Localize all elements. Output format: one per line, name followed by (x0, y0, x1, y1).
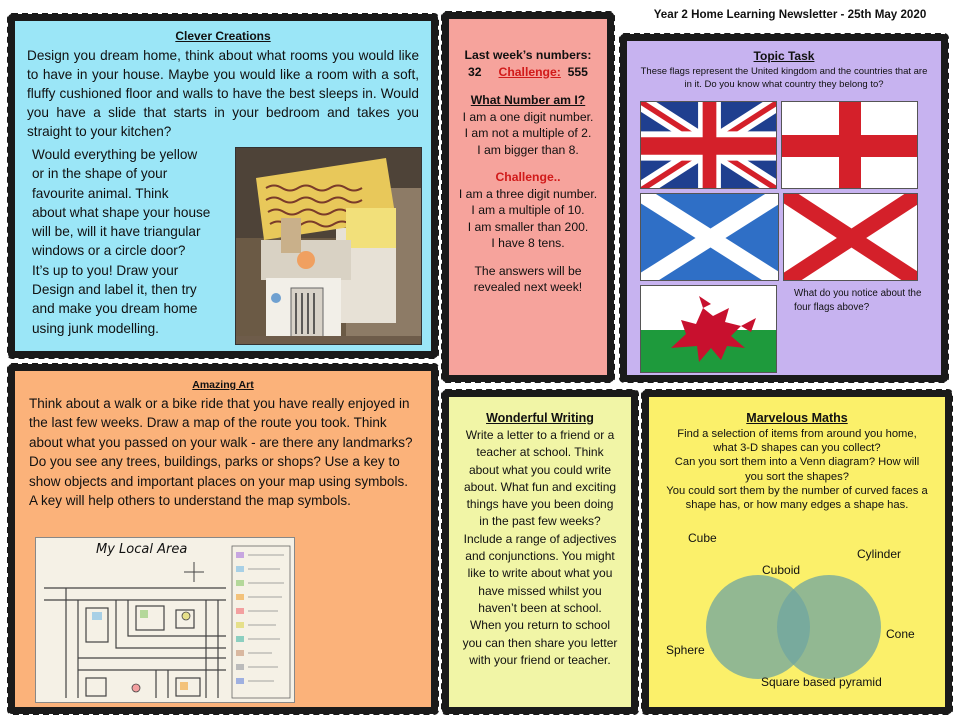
writing-line: you can then share you letter (462, 635, 618, 650)
writing-line: and conjunctions. You might (465, 549, 615, 564)
shape-label-sphere: Sphere (666, 643, 705, 657)
maths-line: shape has, or how many edges a shape has. (685, 499, 909, 512)
column-line: or in the shape of your (32, 166, 168, 182)
challenge-line: I am smaller than 200. (467, 219, 589, 234)
writing-line: When you return to school (469, 618, 611, 633)
column-line: Design and label it, then try (32, 282, 197, 298)
column-line: using junk modelling. (32, 320, 159, 336)
maths-line: Find a selection of items from around you home, (677, 428, 917, 440)
topic-task-title: Topic Task (753, 49, 815, 63)
what-number-line: I am bigger than 8. (477, 142, 579, 157)
map-title: My Local Area (96, 542, 188, 557)
what-number-line: I am not a multiple of 2. (464, 126, 592, 140)
wonderful-writing-panel (442, 390, 638, 714)
writing-line: Include a range of adjectives (463, 531, 617, 546)
challenge-line: I am a multiple of 10. (471, 203, 585, 217)
challenge-title: Challenge.. (495, 170, 561, 184)
newsletter-title: Year 2 Home Learning Newsletter - 25th May 2020 (653, 8, 927, 21)
clever-creations-column (32, 145, 232, 338)
answer-value: 32 (468, 64, 482, 79)
venn-diagram (642, 390, 952, 714)
venn-circle-right (777, 575, 881, 679)
writing-line: things have you been doing (466, 497, 614, 512)
wonderful-writing-text (455, 427, 625, 669)
shape-label-cuboid: Cuboid (762, 563, 801, 577)
shape-label-cylinder: Cylinder (857, 547, 902, 561)
challenge-label: Challenge: (498, 64, 561, 79)
clever-creations-intro: Design you dream home, think about what rooms you would like to have in your house. Maybe you would like a room with a soft, fluffy cushioned floor and walls to have the best sleeps in. Would you have a slide that starts in your bedroom and takes you straight to your kitchen? (27, 48, 419, 139)
column-line: favourite animal. Think (32, 185, 169, 201)
column-line: and make you dream home (32, 301, 198, 317)
writing-line: teacher at school. Think (476, 445, 604, 460)
maths-line: what 3-D shapes can you collect? (713, 442, 881, 455)
shape-label-cone: Cone (886, 627, 915, 641)
clever-creations-panel (8, 14, 438, 358)
union-jack-flag (640, 101, 777, 189)
what-number-title: What Number am I? (470, 93, 586, 107)
last-week-answers (455, 64, 601, 81)
column-line: Would everything be yellow (32, 147, 198, 162)
topic-task-question: What do you notice about the four flags above? (794, 288, 922, 313)
marvelous-maths-title: Marvelous Maths (746, 411, 848, 425)
writing-line: about what you could write (468, 462, 612, 477)
writing-line: about. What fun and exciting (463, 479, 617, 494)
writing-line: haven’t been at school. (478, 600, 602, 615)
marvelous-maths-panel (642, 390, 952, 714)
scotland-flag (640, 193, 779, 281)
writing-line: Write a letter to a friend or a (465, 428, 615, 442)
column-line: about what shape your house (32, 204, 211, 220)
answers-note: The answers will be (474, 263, 582, 278)
challenge-value: 555 (567, 64, 588, 79)
last-week-heading: Last week’s numbers: (464, 48, 592, 62)
shape-label-cube: Cube (688, 531, 717, 545)
challenge-line: I have 8 tens. (491, 236, 565, 250)
england-flag (781, 101, 918, 189)
shape-label-pyramid: Square based pyramid (761, 675, 882, 689)
local-area-map (35, 537, 295, 703)
amazing-art-panel (8, 364, 438, 714)
amazing-art-title: Amazing Art (192, 379, 254, 391)
writing-line: have missed whilst you (478, 583, 602, 598)
writing-line: in the past few weeks? (479, 514, 601, 529)
what-number-line: I am a one digit number. (462, 109, 594, 124)
maths-line: you sort the shapes? (745, 470, 849, 483)
wales-flag (640, 285, 777, 373)
amazing-art-text: Think about a walk or a bike ride that you have really enjoyed in the last few weeks. Draw a map of the route you took. Think about what you passed on your walk - are there any landmarks? Do you see any trees, buildings, parks or shops? Use a key to show objects and important places on your map using symbols. A key will help others to understand the map symbols. (29, 396, 413, 509)
column-line: will be, will it have triangular (32, 224, 201, 240)
maths-line: You could sort them by the number of curved faces a (666, 484, 928, 497)
numbers-panel (442, 12, 614, 382)
topic-task-panel (620, 34, 948, 382)
northern-ireland-saltire-flag (783, 193, 918, 281)
writing-line: like to write about what you (467, 566, 613, 581)
wonderful-writing-title: Wonderful Writing (486, 411, 594, 425)
column-line: windows or a circle door? (32, 243, 186, 259)
clever-creations-title: Clever Creations (175, 29, 271, 43)
challenge-line: I am a three digit number. (458, 186, 598, 201)
writing-line: with your friend or teacher. (469, 652, 611, 667)
column-line: It’s up to you! Draw your (32, 262, 179, 278)
maths-line: Can you sort them into a Venn diagram? How will (674, 456, 920, 469)
junk-model-house-photo (235, 147, 422, 345)
topic-task-description: These flags represent the United kingdom and the countries that are in it. Do you know what country they belong to? (640, 66, 928, 90)
answers-note: revealed next week! (473, 280, 583, 294)
